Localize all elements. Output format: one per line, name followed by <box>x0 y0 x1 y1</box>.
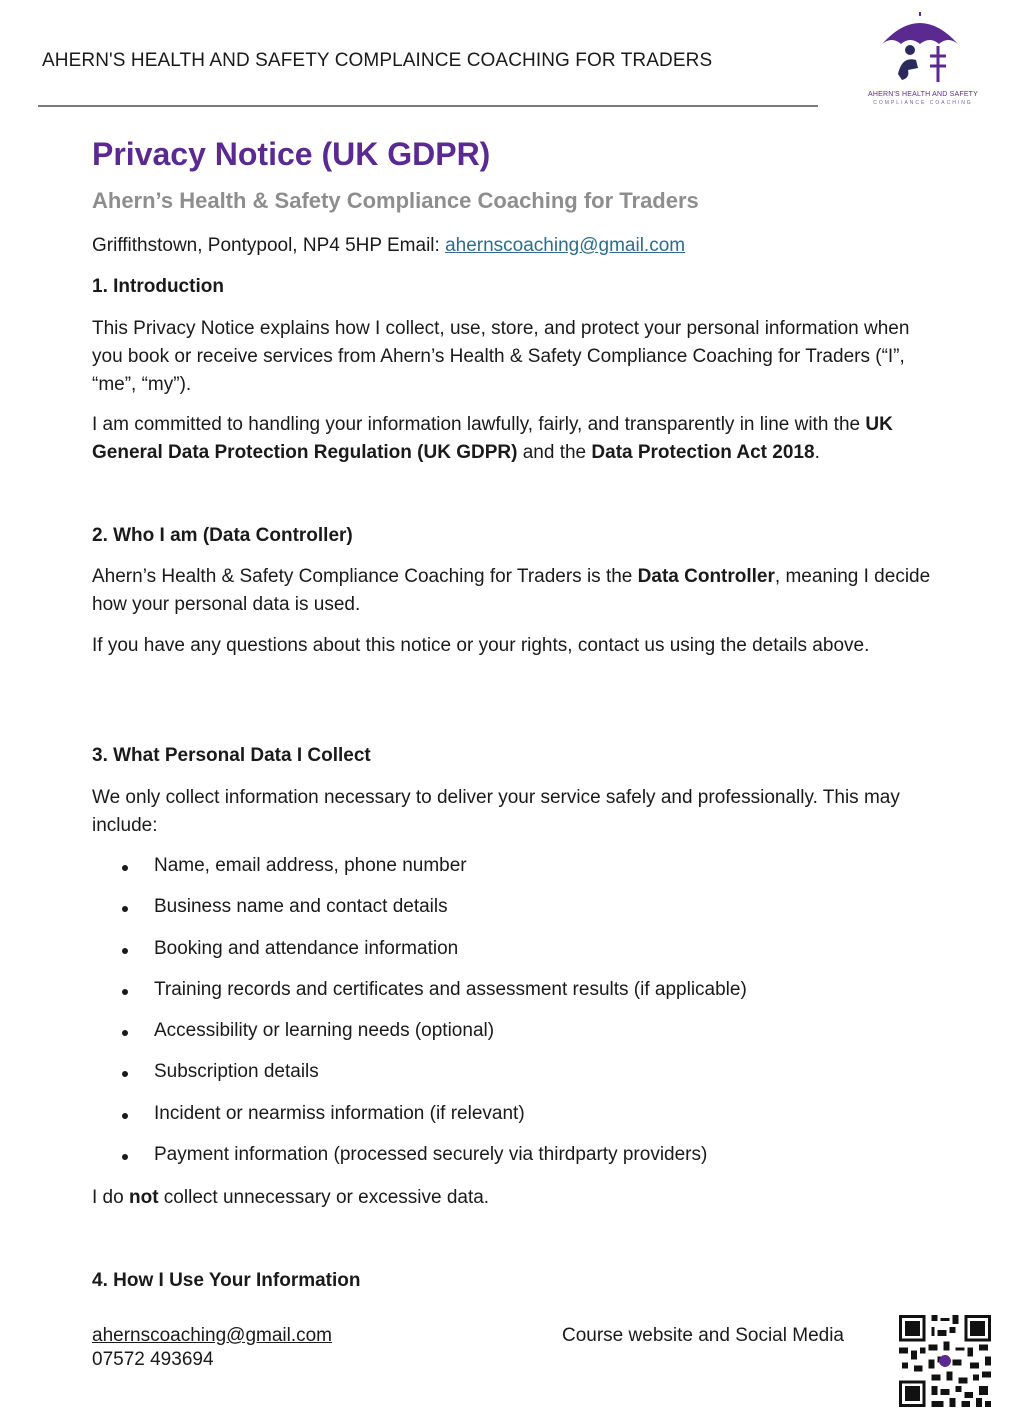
not-bold: not <box>128 1187 159 1208</box>
logo-subtext: COMPLIANCE COACHING <box>873 100 973 106</box>
footer-phone: 07572 493694 <box>92 1349 214 1370</box>
data-controller-bold: Data Controller <box>637 566 775 587</box>
intro-paragraph-2: I am committed to handling your information lawfully, fairly, and transparently in line with the UK General Data Protection Regulation (UK GDPR) and the Data Protection Act 2018. <box>92 414 893 463</box>
collect-closing: I do not collect unnecessary or excessive data. <box>92 1187 490 1208</box>
heading-who-i-am: 2. Who I am (Data Controller) <box>92 525 353 546</box>
who-paragraph-2: If you have any questions about this notice or your rights, contact us using the details above. <box>92 635 870 656</box>
bullet-icon <box>122 1154 128 1160</box>
collect-paragraph: We only collect information necessary to deliver your service safely and professionally. This may include: <box>92 787 900 836</box>
bullet-icon <box>122 989 128 995</box>
document-title: Privacy Notice (UK GDPR) <box>92 136 491 172</box>
page-header: AHERN'S HEALTH AND SAFETY COMPLAINCE COACHING FOR TRADERS <box>42 50 713 71</box>
data-collected-list <box>92 852 932 1182</box>
bullet-icon <box>122 948 128 954</box>
heading-how-i-use: 4. How I Use Your Information <box>92 1270 361 1291</box>
logo-text: AHERN'S HEALTH AND SAFETY <box>867 91 979 98</box>
list-item: Accessibility or learning needs (optional) <box>92 1017 932 1058</box>
list-item: Subscription details <box>92 1058 932 1099</box>
list-item: Name, email address, phone number <box>92 852 932 893</box>
address-text: Griffithstown, Pontypool, NP4 5HP Email: <box>92 235 440 256</box>
dpa-bold: Data Protection Act 2018 <box>591 442 815 463</box>
bullet-icon <box>122 1071 128 1077</box>
address-line <box>92 235 685 257</box>
header-divider <box>38 105 818 107</box>
bullet-icon <box>122 1030 128 1036</box>
footer-email-link[interactable]: ahernscoaching@gmail.com <box>92 1325 333 1346</box>
bullet-icon <box>122 865 128 871</box>
document-subtitle: Ahern’s Health & Safety Compliance Coaching for Traders <box>92 188 699 213</box>
heading-introduction: 1. Introduction <box>92 276 224 297</box>
gdpr-bold: UK General Data Protection Regulation (UK GDPR) <box>92 414 893 463</box>
who-paragraph-1: Ahern’s Health & Safety Compliance Coaching for Traders is the Data Controller, meaning I decide how your personal data is used. <box>92 566 931 615</box>
contact-email-link[interactable]: ahernscoaching@gmail.com <box>445 235 686 256</box>
list-item: Training records and certificates and assessment results (if applicable) <box>92 976 932 1017</box>
logo-caption <box>848 90 998 108</box>
course-website-label: Course website and Social Media <box>562 1325 844 1346</box>
bullet-icon <box>122 906 128 912</box>
list-item: Booking and attendance information <box>92 935 932 976</box>
heading-what-data: 3. What Personal Data I Collect <box>92 745 371 766</box>
qr-code-icon[interactable] <box>896 1312 994 1410</box>
bullet-icon <box>122 1113 128 1119</box>
intro-paragraph-1: This Privacy Notice explains how I collect, use, store, and protect your personal information when you book or receive services from Ahern’s Health & Safety Compliance Coaching for Traders (“I”, “me”, “my”). <box>92 318 910 395</box>
list-item: Incident or nearmiss information (if relevant) <box>92 1100 932 1141</box>
list-item: Business name and contact details <box>92 893 932 934</box>
list-item: Payment information (processed securely via thirdparty providers) <box>92 1141 932 1182</box>
